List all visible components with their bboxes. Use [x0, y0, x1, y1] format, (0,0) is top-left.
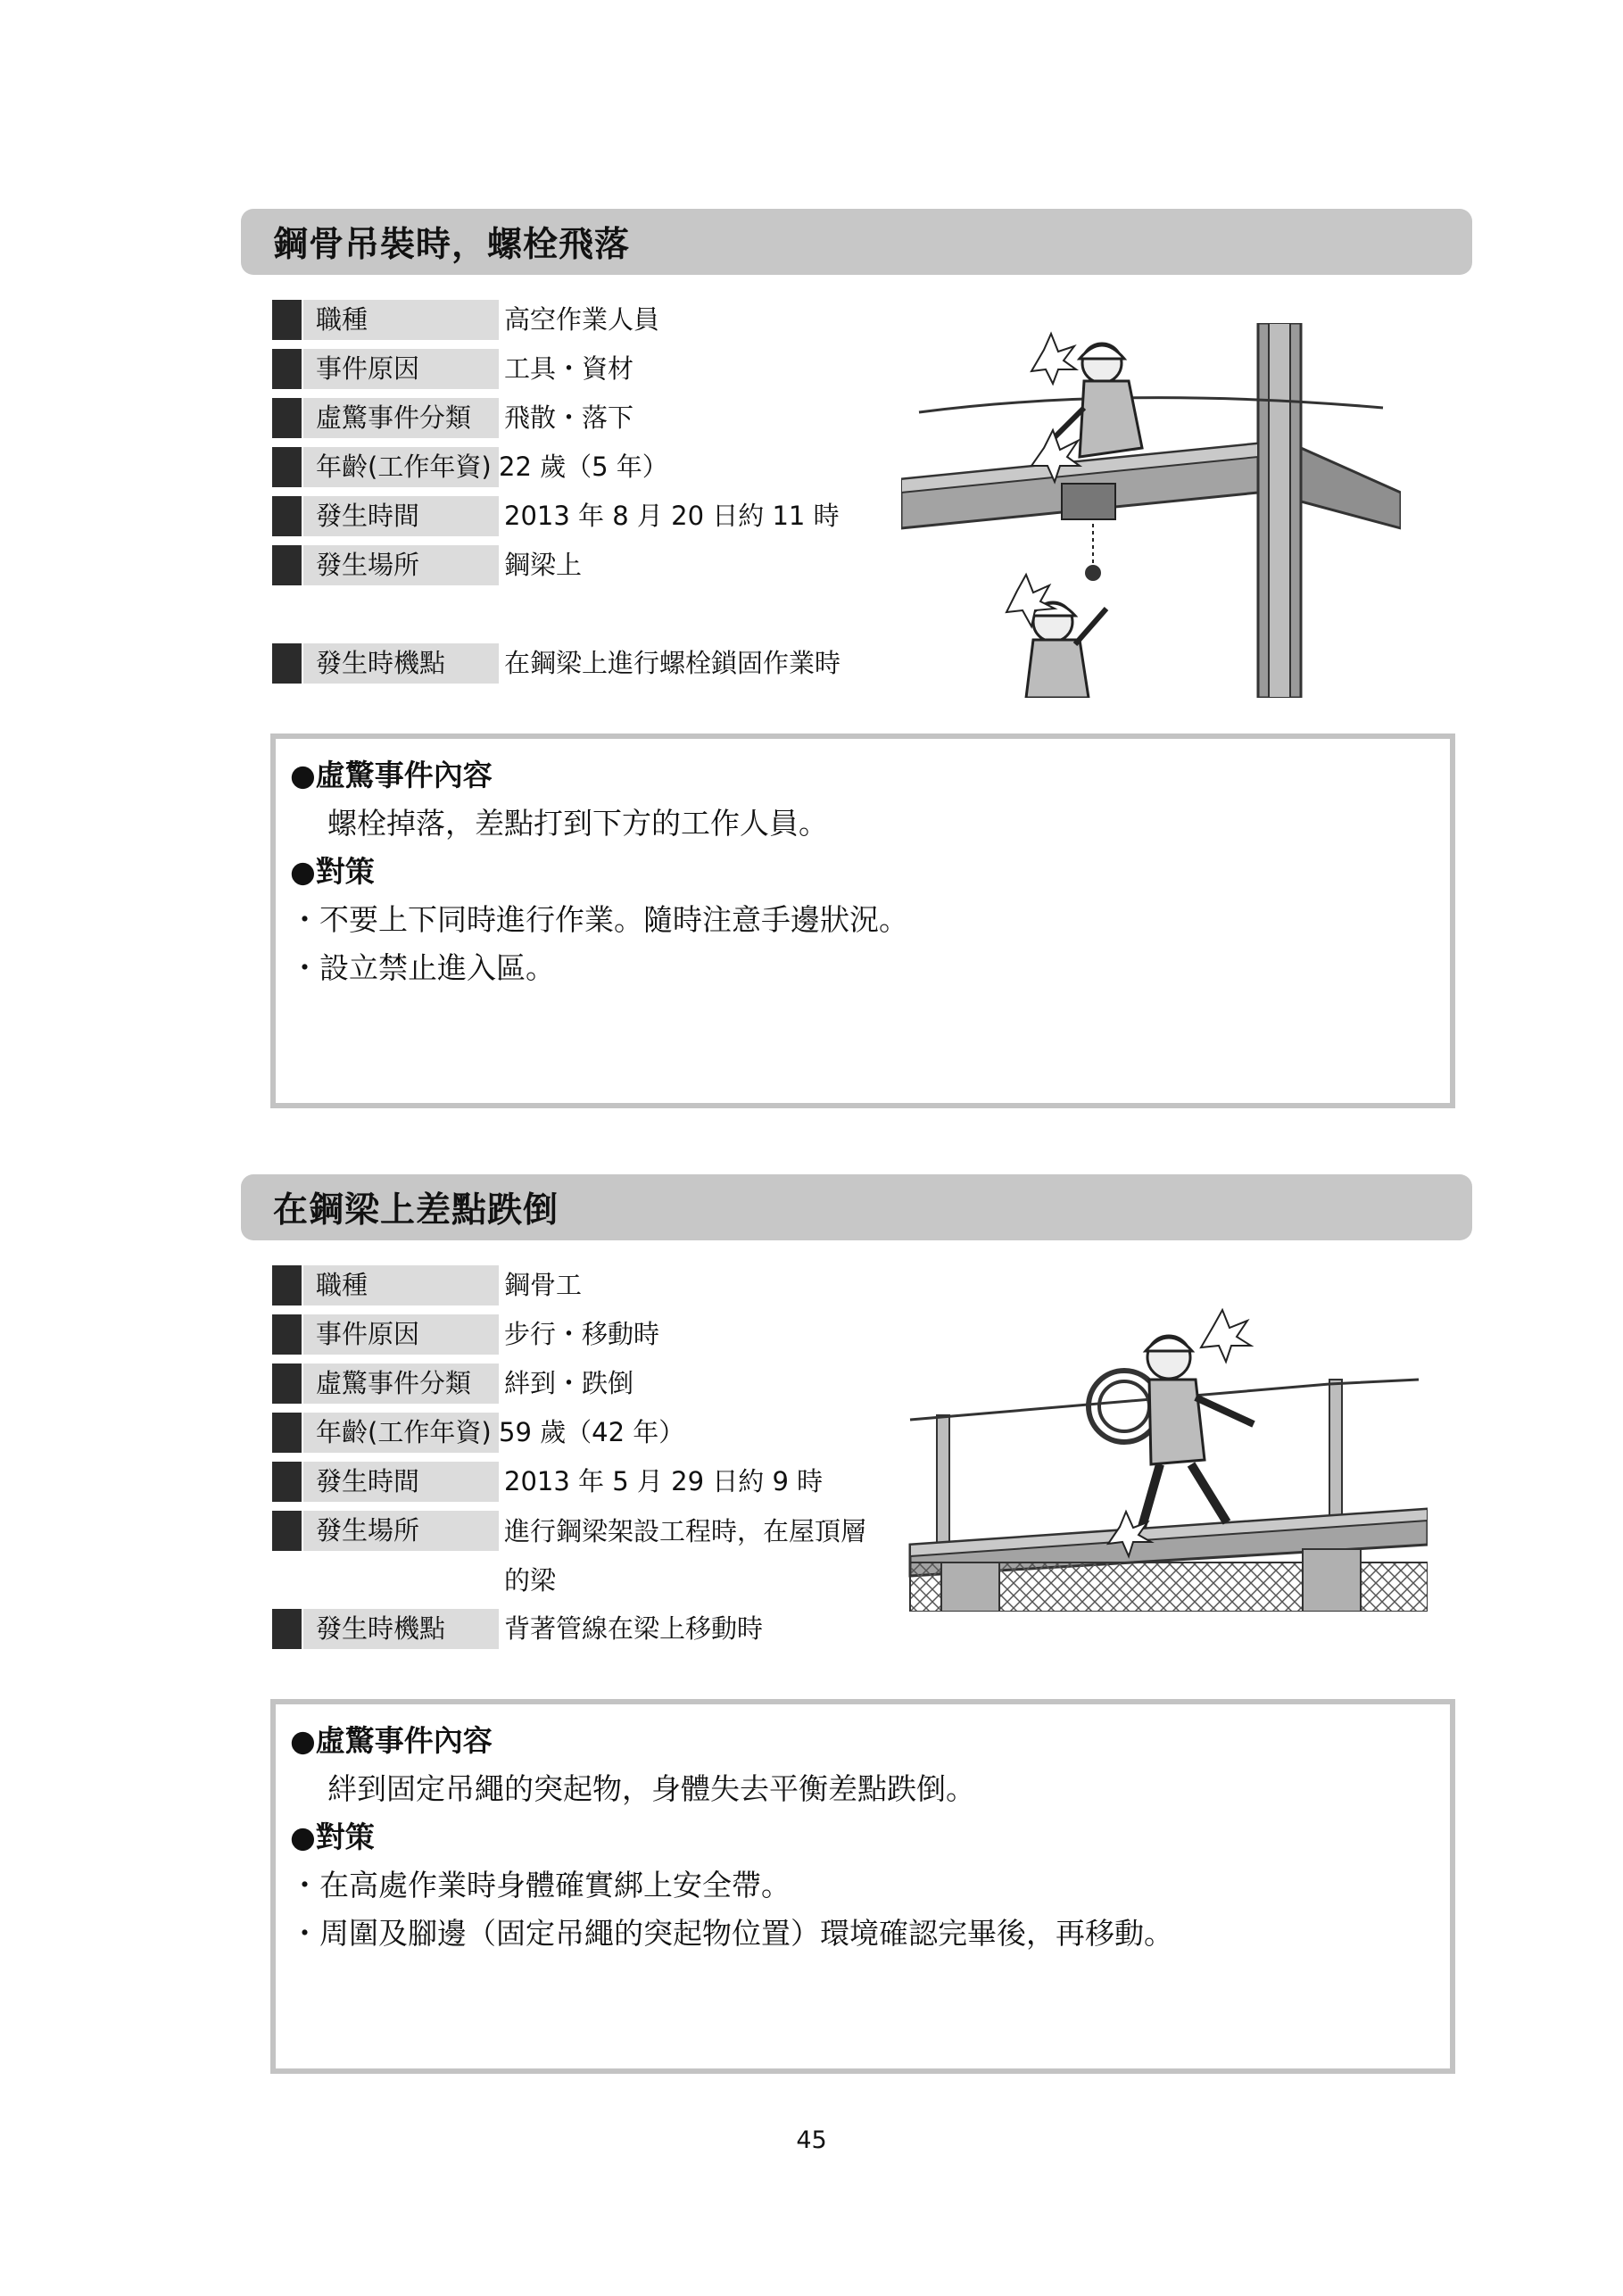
- info-row-category: [272, 394, 897, 443]
- row-key: 事件原因: [303, 349, 499, 389]
- incident-content-box: [270, 734, 1455, 1108]
- info-row-occupation: [272, 296, 897, 345]
- row-value: 22 歲（5 年）: [499, 452, 668, 482]
- page-number: 45: [796, 2126, 827, 2154]
- row-key: 虛驚事件分類: [303, 398, 499, 438]
- row-value-line: 進行鋼梁架設工程時，在屋頂層: [504, 1516, 867, 1546]
- measures-heading: ●對策: [290, 854, 375, 889]
- row-marker: [272, 300, 302, 340]
- falling-bolt-illustration: [901, 323, 1401, 698]
- section-title: 在鋼梁上差點跌倒: [241, 1174, 1472, 1240]
- content-text: 絆到固定吊繩的突起物，身體失去平衡差點跌倒。: [327, 1771, 975, 1806]
- row-marker: [272, 398, 302, 438]
- info-row-time: [272, 1458, 897, 1507]
- row-marker: [272, 496, 302, 536]
- row-value: 2013 年 8 月 20 日約 11 時: [504, 501, 840, 531]
- row-value: 2013 年 5 月 29 日約 9 時: [504, 1466, 824, 1496]
- info-row-place: [272, 1507, 897, 1605]
- row-key: 發生場所: [303, 545, 499, 585]
- row-value: 絆到・跌倒: [504, 1368, 634, 1398]
- row-key: 職種: [303, 1265, 499, 1305]
- info-row-age: [272, 443, 897, 493]
- row-marker: [272, 1609, 302, 1649]
- info-row-occupation: [272, 1262, 897, 1311]
- row-marker: [272, 545, 302, 585]
- tripping-worker-illustration: [901, 1308, 1428, 1612]
- row-marker: [272, 349, 302, 389]
- row-marker: [272, 643, 302, 684]
- row-value: 59 歲（42 年）: [499, 1417, 685, 1447]
- row-marker: [272, 1364, 302, 1404]
- row-marker: [272, 1511, 302, 1551]
- section-title: 鋼骨吊裝時，螺栓飛落: [241, 209, 1472, 275]
- measure-item: ・不要上下同時進行作業。隨時注意手邊狀況。: [290, 902, 908, 937]
- row-key: 發生場所: [303, 1511, 499, 1551]
- info-row-cause: [272, 1311, 897, 1360]
- info-row-place: [272, 542, 897, 591]
- info-table: [272, 296, 897, 689]
- row-value: 背著管線在梁上移動時: [504, 1613, 764, 1644]
- measure-item: ・設立禁止進入區。: [290, 950, 555, 985]
- row-key: 年齡(工作年資): [303, 1413, 499, 1453]
- info-table: [272, 1262, 897, 1654]
- row-key: 事件原因: [303, 1314, 499, 1355]
- row-value-line: 的梁: [504, 1565, 557, 1596]
- row-marker: [272, 1314, 302, 1355]
- row-key: 發生時間: [303, 1462, 499, 1502]
- content-heading: ●虛驚事件內容: [290, 1723, 493, 1758]
- row-value: 步行・移動時: [504, 1319, 660, 1349]
- row-key: 發生時機點: [303, 1609, 499, 1649]
- row-key: 發生時機點: [303, 643, 499, 684]
- row-value: 高空作業人員: [504, 304, 660, 335]
- row-key: 發生時間: [303, 496, 499, 536]
- row-value: 鋼骨工: [504, 1270, 583, 1300]
- row-value: [504, 1507, 897, 1605]
- info-row-timing: [272, 640, 897, 689]
- info-row-cause: [272, 345, 897, 394]
- info-row-timing: [272, 1605, 897, 1654]
- row-key: 年齡(工作年資): [303, 447, 499, 487]
- row-value: 工具・資材: [504, 353, 634, 384]
- row-marker: [272, 447, 302, 487]
- info-row-age: [272, 1409, 897, 1458]
- row-marker: [272, 1413, 302, 1453]
- measures-heading: ●對策: [290, 1819, 375, 1854]
- row-marker: [272, 1462, 302, 1502]
- content-heading: ●虛驚事件內容: [290, 758, 493, 792]
- incident-content-box: [270, 1699, 1455, 2074]
- row-key: 虛驚事件分類: [303, 1364, 499, 1404]
- info-row-time: [272, 493, 897, 542]
- row-marker: [272, 1265, 302, 1305]
- info-row-category: [272, 1360, 897, 1409]
- measure-item: ・周圍及腳邊（固定吊繩的突起物位置）環境確認完畢後，再移動。: [290, 1916, 1173, 1951]
- row-value: 飛散・落下: [504, 402, 634, 433]
- row-value: 在鋼梁上進行螺栓鎖固作業時: [504, 648, 841, 678]
- row-key: 職種: [303, 300, 499, 340]
- content-text: 螺栓掉落，差點打到下方的工作人員。: [327, 806, 828, 841]
- measure-item: ・在高處作業時身體確實綁上安全帶。: [290, 1868, 791, 1902]
- row-value: 鋼梁上: [504, 550, 583, 580]
